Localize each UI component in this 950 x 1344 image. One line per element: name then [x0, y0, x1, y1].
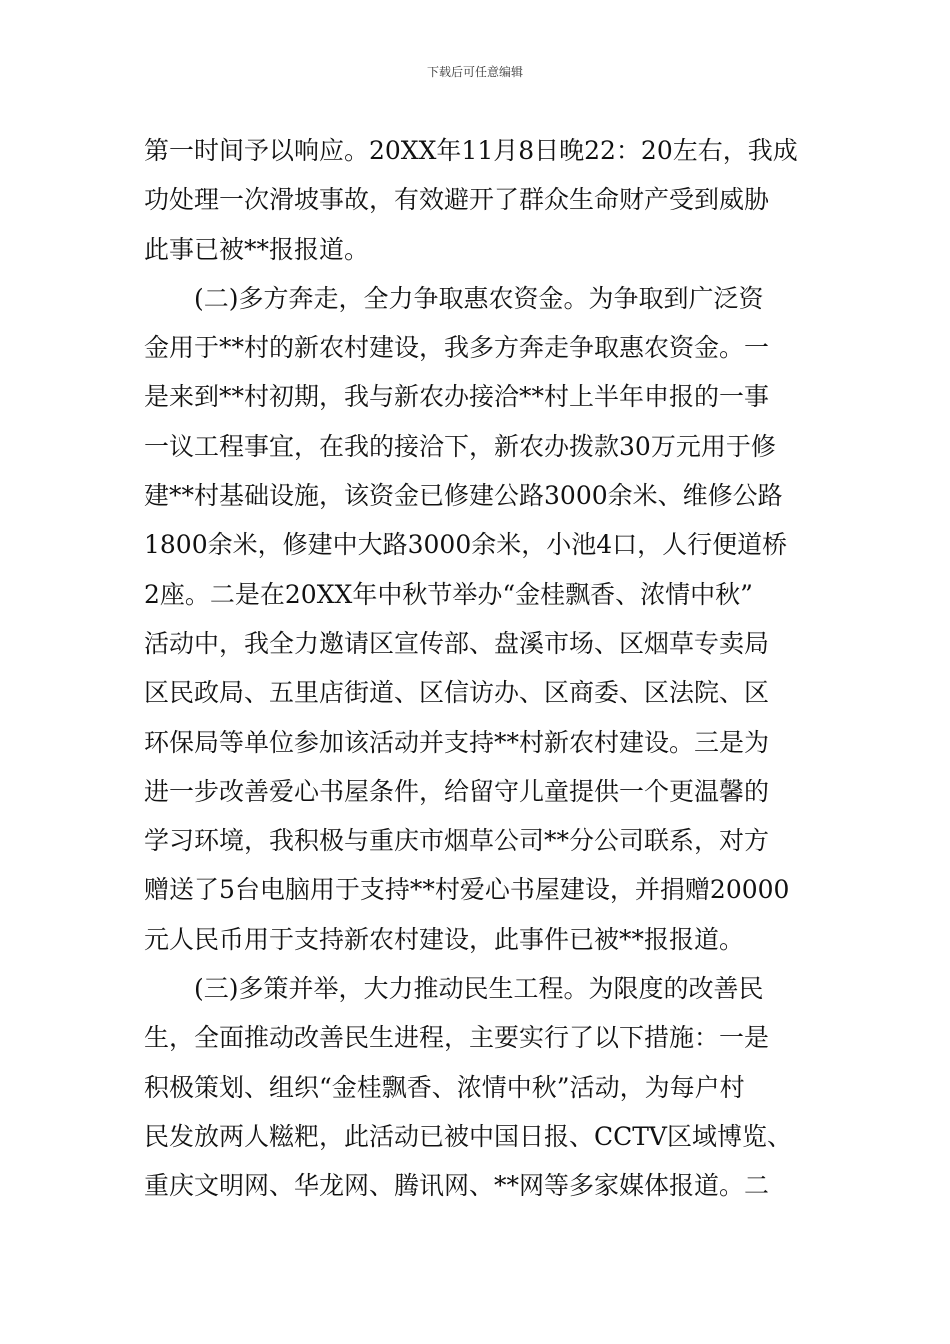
text-line: 此事已被**报报道。	[144, 234, 370, 264]
text-line: 金用于**村的新农村建设，我多方奔走争取惠农资金。一	[144, 333, 770, 363]
text-line: 区民政局、五里店街道、区信访办、区商委、区法院、区	[144, 678, 770, 708]
text-line: 1800余米，修建中大路3000余米，小池4口，人行便道桥	[144, 530, 788, 560]
text-line: 一议工程事宜，在我的接洽下，新农办拨款30万元用于修	[144, 431, 776, 461]
text-line: 是来到**村初期，我与新农办接洽**村上半年申报的一事	[144, 382, 770, 412]
text-line: 第一时间予以响应。20XX年11月8日晚22：20左右，我成	[144, 136, 798, 165]
text-line: 民发放两人糍粑，此活动已被中国日报、CCTV区域博览、	[144, 1121, 792, 1151]
document-body	[144, 126, 812, 1211]
text-line: 重庆文明网、华龙网、腾讯网、**网等多家媒体报道。二	[144, 1171, 770, 1201]
text-line: 2座。二是在20XX年中秋节举办“金桂飘香、浓情中秋”	[144, 579, 753, 609]
text-line: 赠送了5台电脑用于支持**村爱心书屋建设，并捐赠20000	[144, 875, 790, 905]
text-line: 活动中，我全力邀请区宣传部、盘溪市场、区烟草专卖局	[144, 628, 770, 658]
text-line: 积极策划、组织“金桂飘香、浓情中秋”活动，为每户村	[144, 1072, 745, 1102]
text-line: 学习环境，我积极与重庆市烟草公司**分公司联系，对方	[144, 826, 770, 856]
text-line: 进一步改善爱心书屋条件，给留守儿童提供一个更温馨的	[144, 776, 770, 806]
text-line: 元人民币用于支持新农村建设，此事件已被**报报道。	[144, 924, 745, 954]
paragraph-heading-line: (三)多策并举，大力推动民生工程。为限度的改善民	[194, 974, 764, 1004]
text-line: 建**村基础设施，该资金已修建公路3000余米、维修公路	[144, 481, 783, 511]
text-line: 环保局等单位参加该活动并支持**村新农村建设。三是为	[144, 727, 770, 757]
paragraph-heading-line: (二)多方奔走，全力争取惠农资金。为争取到广泛资	[194, 283, 764, 313]
text-line: 功处理一次滑坡事故，有效避开了群众生命财产受到威胁	[144, 185, 770, 215]
text-line: 生，全面推动改善民生进程，主要实行了以下措施：一是	[144, 1023, 770, 1053]
page-header: 下载后可任意编辑	[426, 65, 523, 79]
